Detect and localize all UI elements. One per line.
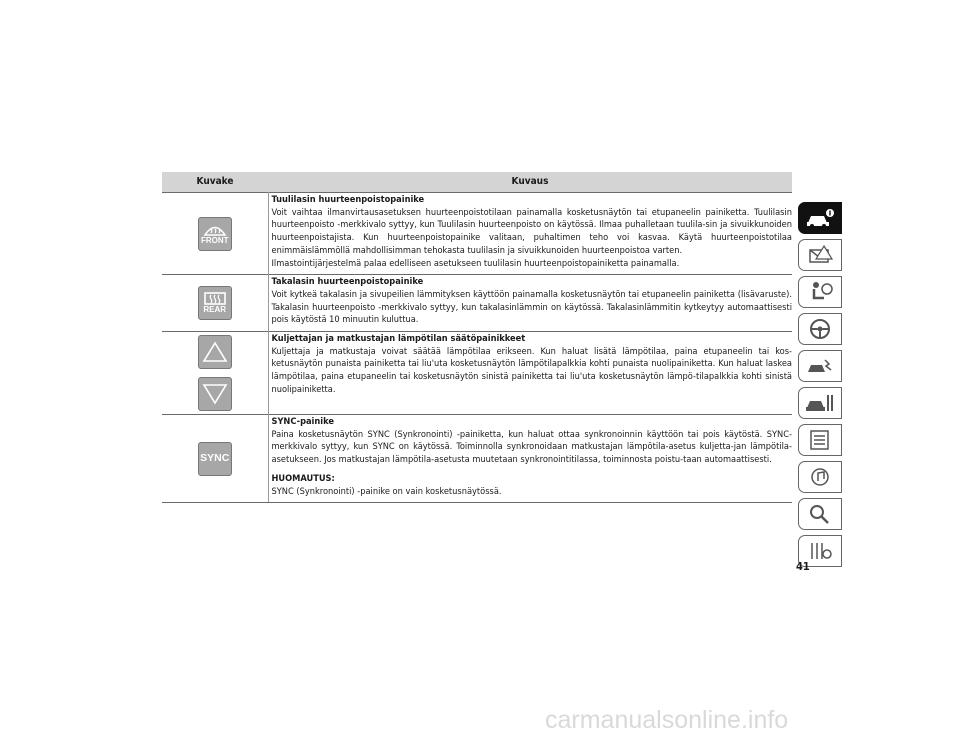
- rear-label: REAR: [203, 305, 227, 315]
- sync-label: SYNC: [200, 452, 230, 465]
- table-row: [162, 332, 792, 415]
- temperature-up-icon: [198, 335, 232, 369]
- row-text: Paina kosketusnäytön SYNC (Synkronointi) -painiketta, kun haluat ottaa synkronoinnin käyttöön tai pois käytöstä. SYNC-merkkivalo syttyy, kun SYNC on käytössä. Toiminnolla synkronoidaan matkustajan lämpötila-asetus kuljetta-jan lämpötila-asetukseen. Jos matkustajan lämpötila-asetusta muutetaan synkronointitilassa, toiminnosta poistu-taan automaattisesti.: [271, 428, 792, 466]
- row-title: Tuulilasin huurteenpoistopainike: [271, 194, 425, 205]
- car-info-icon[interactable]: [798, 202, 842, 234]
- note-title: HUOMAUTUS:: [271, 472, 335, 484]
- row-text-secondary: Ilmastointijärjestelmä palaa edelliseen asetukseen tuulilasin huurteenpoistopainiketta painamalla.: [271, 257, 680, 269]
- search-icon[interactable]: [798, 498, 842, 530]
- header-description: Kuvaus: [268, 172, 792, 193]
- climate-controls-table: [162, 172, 792, 503]
- table-row: [162, 193, 792, 275]
- row-text: Kuljettaja ja matkustaja voivat säätää lämpötilaa erikseen. Kun haluat lisätä lämpötilaa, paina etupaneelin tai kos-ketusnäytön punaista painiketta tai liu'uta kosketusnäytön lämpötilapalkkia kohti punaista nuolipainiketta. Kun haluat laskea lämpötilaa, paina etupaneelin tai kosketusnäytön sinistä painiketta tai liu'uta kosketusnäytön lämpö-tilapalkkia kohti sinistä nuolipainiketta.: [271, 345, 792, 395]
- music-nav-icon[interactable]: [798, 461, 842, 493]
- checklist-icon[interactable]: [798, 424, 842, 456]
- temperature-down-icon: [198, 377, 232, 411]
- row-text: Voit kytkeä takalasin ja sivupeilien lämmityksen käyttöön painamalla kosketusnäytön tai etupaneelin painiketta (lisävaruste). Takalasin huurteenpoisto -merkkivalo syttyy, kun takalasinlämmin on käytössä. Takalasinlämmitin kytkeytyy automaattisesti pois käytöstä 10 minuutin kuluttua.: [271, 288, 792, 326]
- table-row: [162, 275, 792, 332]
- row-title: Kuljettajan ja matkustajan lämpötilan säätöpainikkeet: [271, 333, 526, 345]
- table-row: [162, 415, 792, 503]
- front-label: FRONT: [200, 235, 229, 245]
- sync-icon: [198, 442, 232, 476]
- page-number: 41: [796, 560, 810, 573]
- front-defrost-icon: [198, 217, 232, 251]
- row-title: Takalasin huurteenpoistopainike: [271, 276, 424, 288]
- chapter-tabs: [798, 202, 842, 572]
- row-text: Voit vaihtaa ilmanvirtausasetuksen huurteenpoistotilaan painamalla kosketusnäytön tai etupaneelin painiketta. Tuulilasin huurteenpoisto -merkkivalo syttyy, kun Tuulilasin huurteenpoisto on käytössä. Ilmaa puhalletaan tuulila-sin ja sivuikkunoiden huurteenpoistajista. Kun huurteenpoistopainike valitaan, puhaltimen teho voi kasvaa. Käytä huurteenpoistotilaa enimmäislämmöllä mahdollisimman tehokasta tuulilasin ja sivuikkunoiden huurteenpoistoa varten.: [271, 206, 792, 256]
- watermark: carmanualsonline.info: [545, 706, 789, 734]
- note-text: SYNC (Synkronointi) -painike on vain kosketusnäytössä.: [271, 485, 502, 497]
- header-icon: Kuvake: [162, 172, 268, 193]
- seat-airbag-icon[interactable]: [798, 276, 842, 308]
- mail-warning-icon[interactable]: [798, 239, 842, 271]
- steering-wheel-icon[interactable]: [798, 313, 842, 345]
- rear-defrost-icon: [198, 286, 232, 320]
- row-title: SYNC-painike: [271, 416, 334, 428]
- crash-icon[interactable]: [798, 350, 842, 382]
- car-tools-icon[interactable]: [798, 387, 842, 419]
